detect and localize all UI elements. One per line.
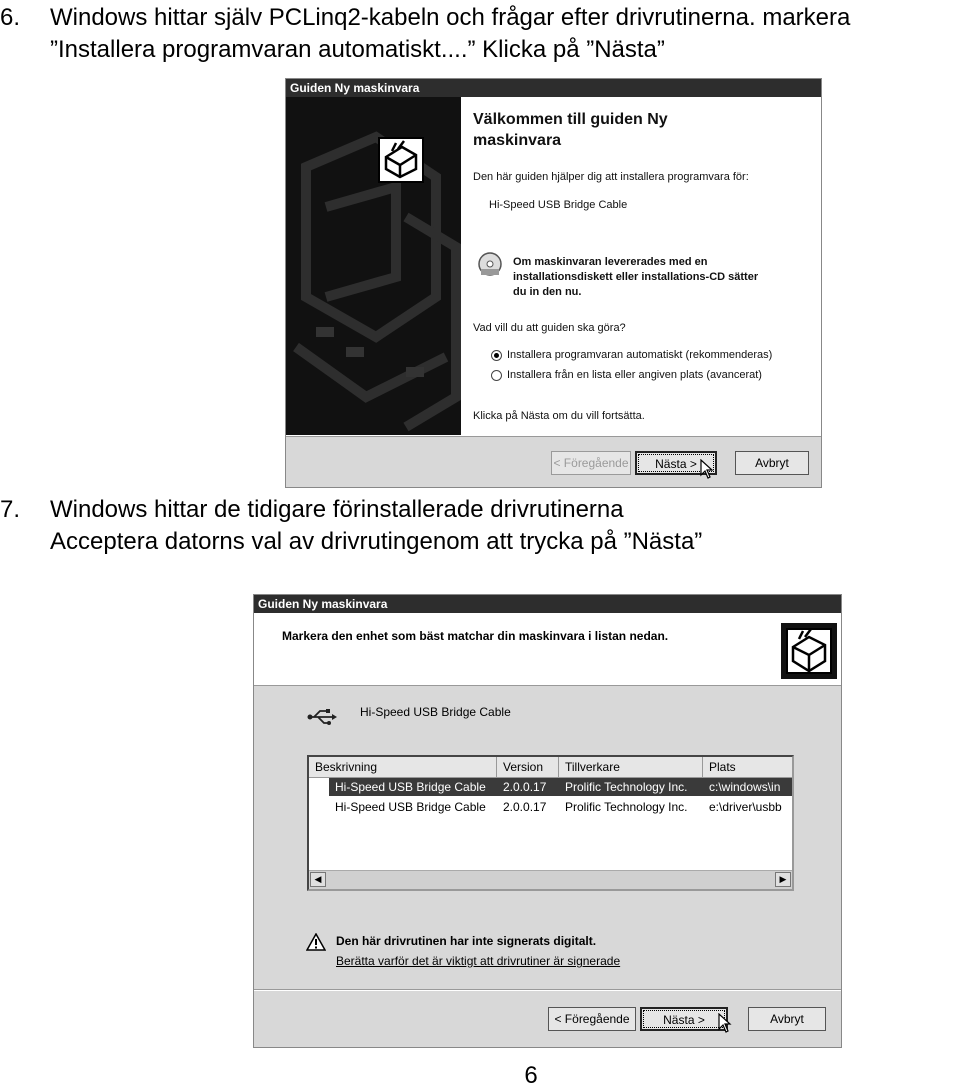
step-text-line1: Windows hittar själv PCLinq2-kabeln och frågar efter drivrutinerna. markera [50,4,851,31]
wizard-banner-image [286,97,461,435]
table-row[interactable] [329,778,792,796]
cd-icon [477,251,503,277]
option-install-from-list-label: Installera från en lista eller angiven plats (avancerat) [507,369,762,381]
hardware-wizard-icon [781,623,837,679]
device-name: Hi-Speed USB Bridge Cable [489,199,628,211]
footer-divider [286,435,821,437]
header-text: Markera den enhet som bäst matchar din maskinvara i listan nedan. [282,629,669,643]
wizard-header [254,613,841,686]
cd-instruction-line1: Om maskinvaran levererades med en [513,256,708,268]
option-install-auto-label: Installera programvaran automatiskt (rekommenderas) [507,349,773,361]
step-text-line2: ”Installera programvaran automatiskt....” Klicka på ”Nästa” [50,36,665,63]
unsigned-warning-text: Den här drivrutinen har inte signerats digitalt. [336,934,597,948]
cancel-button[interactable]: Avbryt [735,451,809,475]
step-text-line2: Acceptera datorns val av drivrutingenom att trycka på ”Nästa” [50,528,703,555]
question-text: Vad vill du att guiden ska göra? [473,322,626,334]
column-header-location[interactable]: Plats [709,760,736,774]
wizard-content [461,97,821,435]
step-number: 6. [0,4,21,31]
cell-manufacturer: Prolific Technology Inc. [565,780,688,794]
cd-instruction-line3: du in den nu. [513,286,582,298]
cell-location: c:\windows\in [709,780,781,794]
table-row[interactable] [329,798,792,816]
scroll-left-icon[interactable]: ◀ [310,872,326,887]
step-text-line1: Windows hittar de tidigare förinstallerade drivrutinerna [50,496,624,523]
cell-version: 2.0.0.17 [503,780,547,794]
continue-hint: Klicka på Nästa om du vill fortsätta. [473,410,645,422]
hardware-wizard-icon [378,137,424,183]
warning-icon [306,933,326,951]
next-button[interactable]: Nästa > [635,451,717,475]
column-header-manufacturer[interactable]: Tillverkare [559,757,703,777]
new-hardware-wizard-driver-select [253,594,842,1048]
step-number: 7. [0,496,21,523]
cell-version: 2.0.0.17 [503,800,547,814]
footer-divider [254,989,841,991]
cell-location: e:\driver\usbb [709,800,782,814]
radio-install-auto[interactable] [491,350,502,361]
usb-icon [306,709,338,725]
radio-install-from-list[interactable] [491,370,502,381]
signing-info-link[interactable]: Berätta varför det är viktigt att drivrutiner är signerade [336,954,621,968]
window-title: Guiden Ny maskinvara [286,79,821,97]
cancel-button[interactable]: Avbryt [748,1007,826,1031]
scroll-right-icon[interactable]: ▶ [775,872,791,887]
column-header-description[interactable]: Beskrivning [309,757,497,777]
wizard-heading: Välkommen till guiden Ny [473,111,668,128]
list-header [309,757,792,778]
cd-instruction-line2: installationsdiskett eller installations-CD sätter [513,271,759,283]
intro-text: Den här guiden hjälper dig att installera programvara för: [473,171,749,183]
wizard-heading-line2: maskinvara [473,132,562,149]
horizontal-scrollbar[interactable] [309,870,792,889]
mouse-cursor-icon [718,1013,732,1033]
back-button[interactable]: < Föregående [548,1007,636,1031]
cell-description: Hi-Speed USB Bridge Cable [335,780,486,794]
window-title: Guiden Ny maskinvara [254,595,841,613]
next-button[interactable]: Nästa > [640,1007,728,1031]
cell-manufacturer: Prolific Technology Inc. [565,800,688,814]
column-header-version[interactable]: Version [497,757,559,777]
mouse-cursor-icon [700,459,714,479]
device-name: Hi-Speed USB Bridge Cable [360,705,511,719]
new-hardware-wizard-welcome [285,78,822,488]
page-number: 6 [524,1062,538,1089]
cell-description: Hi-Speed USB Bridge Cable [335,800,486,814]
driver-list[interactable] [307,755,794,891]
back-button[interactable]: < Föregående [551,451,631,475]
